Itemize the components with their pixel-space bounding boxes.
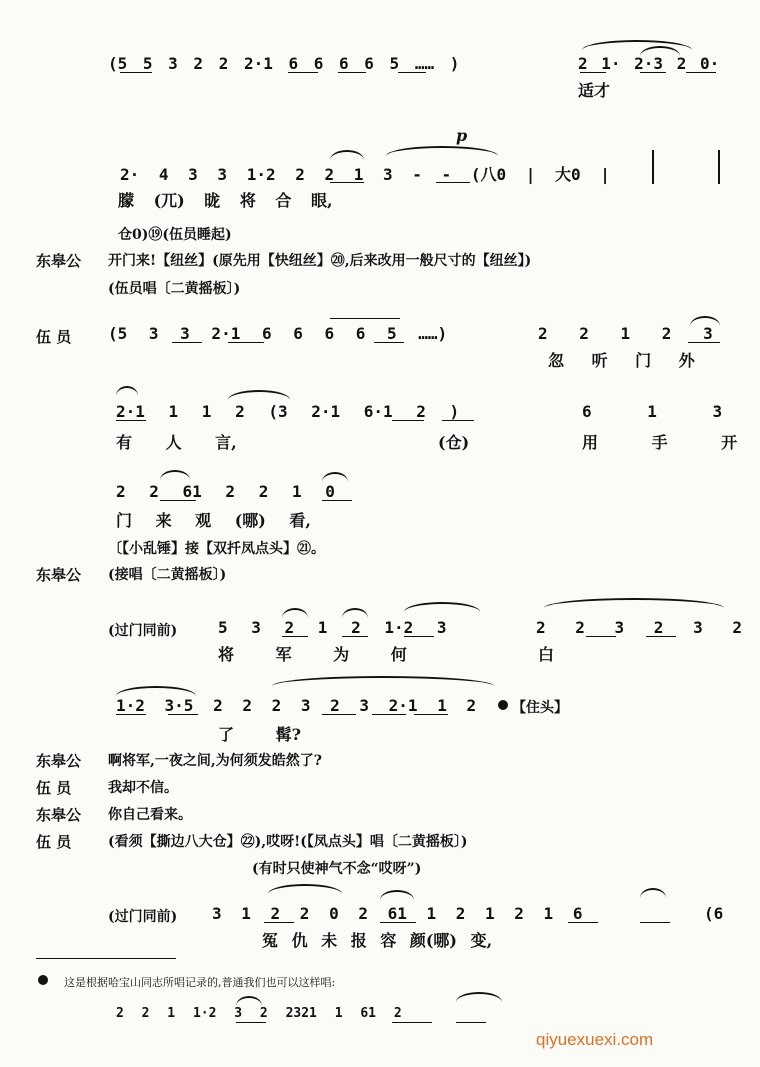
notation-line-11: 5 3 2 1 2 1·2 3 bbox=[218, 618, 447, 637]
underline bbox=[580, 72, 606, 73]
slur bbox=[282, 608, 308, 618]
lyric-line-7: 有 人 言, bbox=[116, 433, 237, 452]
dialogue-line: 我却不信。 bbox=[108, 780, 178, 796]
underline bbox=[380, 922, 416, 923]
slur bbox=[116, 386, 138, 396]
underline bbox=[586, 636, 616, 637]
underline bbox=[228, 342, 264, 343]
slur bbox=[640, 888, 666, 898]
slur bbox=[380, 890, 414, 900]
underline bbox=[404, 636, 434, 637]
lyric-line-12: 了 髯? bbox=[218, 725, 301, 744]
underline bbox=[338, 72, 366, 73]
underline bbox=[442, 420, 474, 421]
dialogue-line: (伍员唱〔二黄摇板〕) bbox=[108, 281, 241, 297]
slur bbox=[268, 884, 342, 894]
underline bbox=[116, 420, 146, 421]
notation-line-1-tail: 2 1· 2·3 2 0· bbox=[578, 54, 720, 73]
notation-line-18-tail: (6 bbox=[704, 904, 724, 923]
underline bbox=[160, 500, 196, 501]
role-name: 东皋公 bbox=[36, 566, 82, 584]
underline bbox=[120, 72, 152, 73]
role-name: 东皋公 bbox=[36, 252, 82, 270]
footnote-rule bbox=[36, 958, 176, 959]
underline bbox=[168, 714, 198, 715]
role-name: 东皋公 bbox=[36, 752, 82, 770]
underline bbox=[116, 714, 146, 715]
dialogue-line: (看须【撕边八大仓】㉒),哎呀!(【凤点头】唱〔二黄摇板〕) bbox=[108, 834, 468, 850]
notation-line-7-tail: 6 1 3 bbox=[582, 402, 723, 421]
slur bbox=[386, 146, 498, 156]
underline bbox=[374, 342, 404, 343]
underline bbox=[414, 714, 448, 715]
lyric-line-6: 忽 听 门 外 bbox=[548, 351, 695, 370]
lyric-line-18: 冤 仇 未 报 容 颜(哪) 变, bbox=[262, 931, 493, 950]
notation-line-11-tail: 2 2 3 2 3 2 bbox=[536, 618, 742, 637]
underline bbox=[646, 636, 676, 637]
underline bbox=[392, 420, 424, 421]
underline bbox=[568, 922, 598, 923]
slur bbox=[456, 992, 502, 1002]
slur bbox=[322, 472, 348, 482]
underline bbox=[342, 636, 368, 637]
footnote-marker-icon bbox=[38, 975, 48, 985]
dialogue-line: 你自己看来。 bbox=[108, 807, 192, 823]
notation-line-6-tail: 2 2 1 2 3 bbox=[538, 324, 713, 343]
notation-line-7: 2·1 1 1 2 (3 2·1 6·1 2 ) bbox=[116, 402, 460, 421]
dialogue-line: 啊将军,一夜之间,为何须发皓然了? bbox=[108, 753, 322, 769]
bar-line bbox=[718, 150, 720, 184]
notation-line-12: 1·2 3·5 2 2 2 3 2 3 2·1 1 2 bbox=[116, 696, 477, 715]
lyric-line-11b: 白 bbox=[538, 645, 555, 664]
underline bbox=[640, 922, 670, 923]
percussion-line: 仓0)⑲(伍员睡起) bbox=[118, 227, 232, 243]
slur bbox=[228, 390, 290, 400]
site-watermark: qiyuexuexi.com bbox=[536, 1030, 654, 1049]
notation-line-6: (5 3 3 2·1 6 6 6 6 5 ……) bbox=[108, 324, 448, 343]
lyric-line-7b: 用 手 开 bbox=[582, 433, 738, 452]
slur bbox=[690, 316, 720, 326]
notation-line-1: (5 5 3 2 2 2·1 6 6 6 6 5 …… ) bbox=[108, 54, 460, 73]
slur bbox=[116, 686, 196, 696]
underline bbox=[264, 922, 294, 923]
slur bbox=[404, 602, 480, 612]
footnote-text: 这是根据哈宝山同志所唱记录的,普通我们也可以这样唱: bbox=[64, 976, 336, 989]
slur bbox=[160, 470, 190, 480]
dialogue-line: 开门来!【纽丝】(原先用【快纽丝】⑳,后来改用一般尺寸的【纽丝】) bbox=[108, 253, 532, 269]
underline bbox=[282, 636, 308, 637]
percussion-line: 〔【小乱锤】接【双扦凤点头】㉑。 bbox=[108, 541, 325, 557]
underline bbox=[436, 182, 470, 183]
slur bbox=[544, 598, 724, 608]
lyric-line-8: 门 来 观 (哪) 看, bbox=[116, 511, 311, 530]
footnote-marker-icon bbox=[498, 700, 508, 710]
underline bbox=[640, 72, 666, 73]
notation-line-18: 3 1 2 2 0 2 61 1 2 1 2 1 6 bbox=[212, 904, 583, 923]
lyric-line-2: 朦 (兀) 昽 将 合 眼, bbox=[118, 191, 333, 210]
role-name: 伍 员 bbox=[36, 328, 72, 346]
slur bbox=[330, 150, 364, 160]
underline bbox=[330, 182, 364, 183]
underline bbox=[398, 72, 426, 73]
underline bbox=[322, 714, 356, 715]
lyric-line-11: 将 军 为 何 bbox=[218, 645, 407, 664]
role-name: 伍 员 bbox=[36, 779, 72, 797]
lyric-line-1: 适才 bbox=[578, 81, 611, 100]
role-name: 东皋公 bbox=[36, 806, 82, 824]
slur bbox=[342, 608, 368, 618]
performance-note: (有时只使神气不念“哎呀”) bbox=[252, 861, 422, 877]
underline bbox=[688, 342, 720, 343]
arrow-line bbox=[330, 318, 400, 319]
role-name: 伍 员 bbox=[36, 833, 72, 851]
underline bbox=[236, 1022, 266, 1023]
underline bbox=[686, 72, 716, 73]
underline bbox=[322, 500, 352, 501]
underline bbox=[456, 1022, 486, 1023]
underline bbox=[392, 1022, 432, 1023]
slur bbox=[272, 676, 494, 686]
lyric-cang: (仓) bbox=[438, 433, 470, 452]
notation-line-8: 2 2 61 2 2 1 0 bbox=[116, 482, 335, 501]
dynamic-mark: p bbox=[456, 126, 468, 145]
notation-line-2: 2· 4 3 3 1·2 2 2 1 3 - - (八0 | 大0 | bbox=[120, 165, 610, 184]
slur bbox=[582, 40, 692, 50]
slur bbox=[236, 996, 262, 1006]
prelude-label: (过门同前) bbox=[108, 623, 178, 639]
underline bbox=[172, 342, 202, 343]
prelude-label: (过门同前) bbox=[108, 909, 178, 925]
footnote-notation: 2 2 1 1·2 3 2 2321 1 61 2 bbox=[116, 1006, 402, 1021]
underline bbox=[372, 714, 406, 715]
underline bbox=[288, 72, 318, 73]
stop-marker: 【住头】 bbox=[512, 700, 568, 716]
bar-line bbox=[652, 150, 654, 184]
dialogue-line: (接唱〔二黄摇板〕) bbox=[108, 567, 227, 583]
